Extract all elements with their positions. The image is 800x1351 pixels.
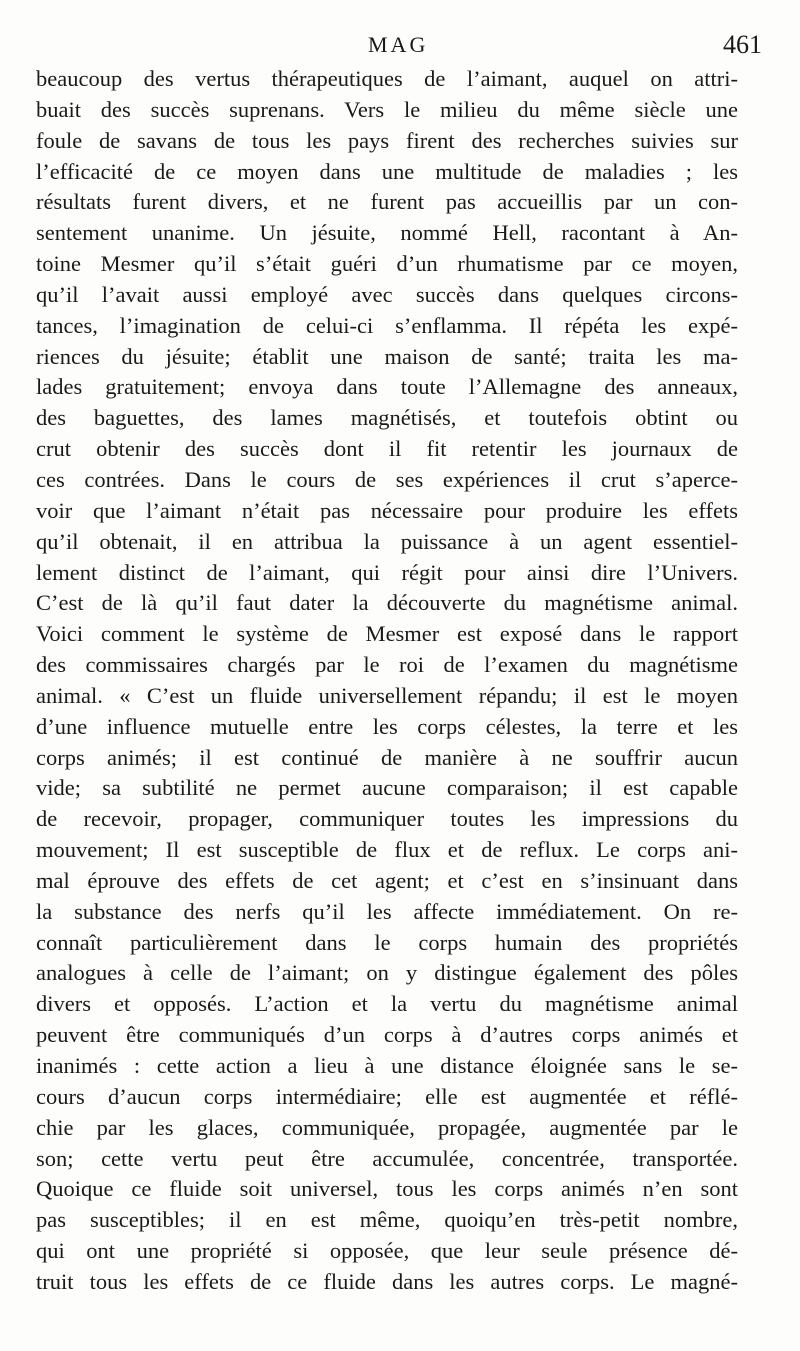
- text-line: Voici comment le système de Mesmer est exposé dans le rapport: [36, 621, 738, 647]
- text-line: la substance des nerfs qu’il les affecte immédiatement. On re-: [36, 898, 738, 924]
- text-line: toine Mesmer qu’il s’était guéri d’un rhumatisme par ce moyen,: [36, 251, 738, 277]
- text-line: C’est de là qu’il faut dater la découverte du magnétisme animal.: [36, 590, 738, 616]
- text-line: connaît particulièrement dans le corps humain des propriétés: [36, 929, 738, 955]
- body-text: [36, 64, 738, 1298]
- text-line: analogues à celle de l’aimant; on y distingue également des pôles: [36, 960, 738, 986]
- text-line: de recevoir, propager, communiquer toutes les impressions du: [36, 806, 738, 832]
- text-line: ces contrées. Dans le cours de ses expériences il crut s’aperce-: [36, 466, 738, 492]
- text-line: mouvement; Il est susceptible de flux et de reflux. Le corps ani-: [36, 837, 738, 863]
- text-line: Quoique ce fluide soit universel, tous les corps animés n’en sont: [36, 1176, 738, 1202]
- text-line: buait des succès suprenans. Vers le milieu du même siècle une: [36, 96, 738, 122]
- text-line: tances, l’imagination de celui-ci s’enflamma. Il répéta les expé-: [36, 312, 738, 338]
- text-line: lades gratuitement; envoya dans toute l’Allemagne des anneaux,: [36, 374, 738, 400]
- running-head-title: MAG: [368, 32, 429, 57]
- text-line: pas susceptibles; il en est même, quoiqu’en très-petit nombre,: [36, 1207, 738, 1233]
- text-line: résultats furent divers, et ne furent pas accueillis par un con-: [36, 189, 738, 215]
- text-line: vide; sa subtilité ne permet aucune comparaison; il est capable: [36, 775, 738, 801]
- text-line: cours d’aucun corps intermédiaire; elle est augmentée et réflé-: [36, 1083, 738, 1109]
- text-line: l’efficacité de ce moyen dans une multitude de maladies ; les: [36, 158, 738, 184]
- text-line: beaucoup des vertus thérapeutiques de l’aimant, auquel on attri-: [36, 66, 738, 91]
- text-line: peuvent être communiqués d’un corps à d’autres corps animés et: [36, 1022, 738, 1048]
- text-line: lement distinct de l’aimant, qui régit pour ainsi dire l’Univers.: [36, 559, 738, 585]
- text-line: voir que l’aimant n’était pas nécessaire pour produire les effets: [36, 497, 738, 523]
- text-line: des baguettes, des lames magnétisés, et toutefois obtint ou: [36, 405, 738, 431]
- text-line: son; cette vertu peut être accumulée, concentrée, transportée.: [36, 1145, 738, 1171]
- text-line: corps animés; il est continué de manière à ne souffrir aucun: [36, 744, 738, 770]
- text-line: d’une influence mutuelle entre les corps célestes, la terre et les: [36, 713, 738, 739]
- page-number: 461: [723, 30, 762, 59]
- text-line: truit tous les effets de ce fluide dans les autres corps. Le magné-: [36, 1268, 738, 1294]
- text-line: crut obtenir des succès dont il fit retentir les journaux de: [36, 436, 738, 462]
- text-line: mal éprouve des effets de cet agent; et c’est en s’insinuant dans: [36, 867, 738, 893]
- text-line: qui ont une propriété si opposée, que leur seule présence dé-: [36, 1238, 738, 1264]
- text-line: divers et opposés. L’action et la vertu du magnétisme animal: [36, 991, 738, 1017]
- text-line: riences du jésuite; établit une maison de santé; traita les ma-: [36, 343, 738, 369]
- text-line: foule de savans de tous les pays firent des recherches suivies sur: [36, 127, 738, 153]
- text-line: des commissaires chargés par le roi de l’examen du magnétisme: [36, 652, 738, 678]
- text-line: qu’il obtenait, il en attribua la puissance à un agent essentiel-: [36, 528, 738, 554]
- running-head: [0, 30, 800, 64]
- text-line: qu’il l’avait aussi employé avec succès dans quelques circons-: [36, 281, 738, 307]
- text-line: chie par les glaces, communiquée, propagée, augmentée par le: [36, 1114, 738, 1140]
- text-line: sentement unanime. Un jésuite, nommé Hell, racontant à An-: [36, 220, 738, 246]
- text-line: inanimés : cette action a lieu à une distance éloignée sans le se-: [36, 1053, 738, 1078]
- text-line: animal. « C’est un fluide universellement répandu; il est le moyen: [36, 682, 738, 708]
